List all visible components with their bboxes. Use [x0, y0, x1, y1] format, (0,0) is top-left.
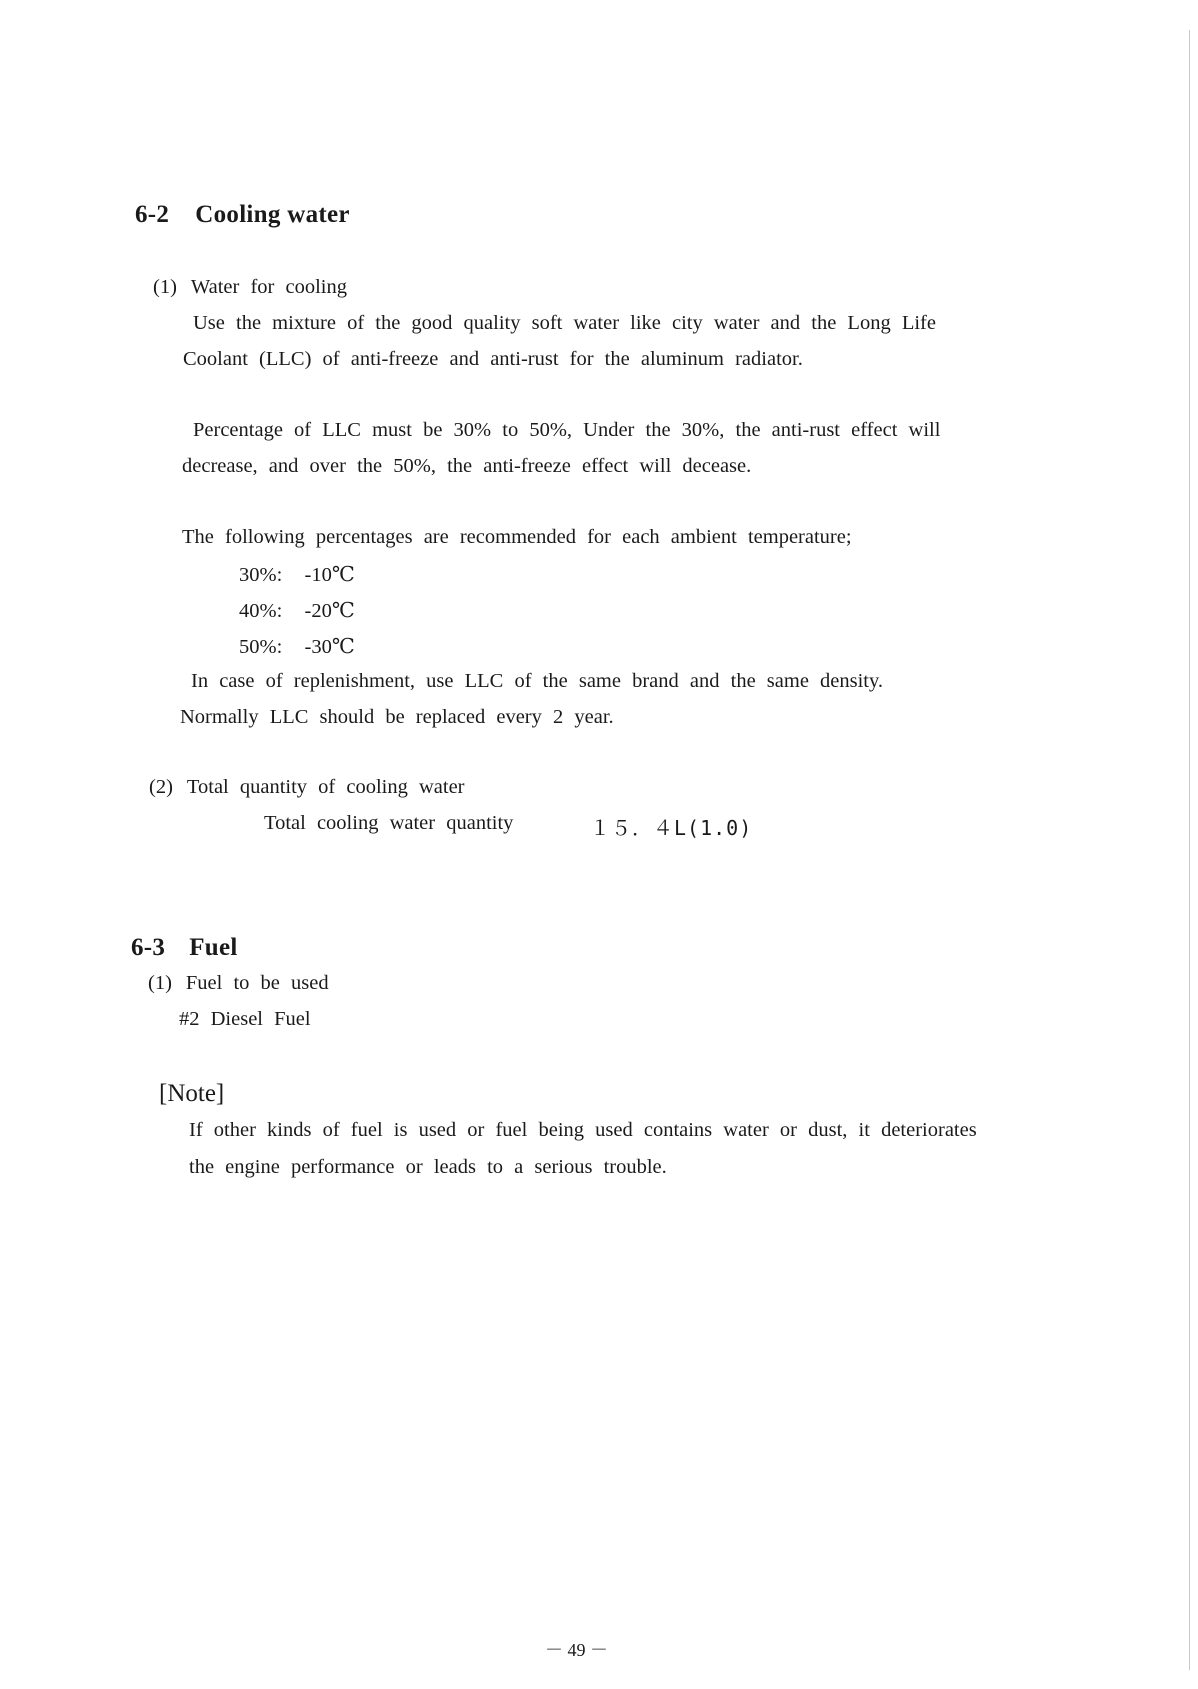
temp-value: -20℃ [304, 600, 355, 622]
section-6-3-heading [131, 934, 238, 962]
paragraph-line: In case of replenishment, use LLC of the same brand and the same density. [191, 670, 884, 692]
item-marker: (2) [149, 776, 173, 798]
section-number: 6-2 [135, 201, 170, 228]
paragraph-line: decrease, and over the 50%, the anti-freeze effect will decease. [182, 455, 752, 477]
item-heading-text: Total quantity of cooling water [186, 776, 465, 798]
note-line: If other kinds of fuel is used or fuel being used contains water or dust, it deteriorates [189, 1119, 977, 1141]
section-number: 6-3 [131, 934, 166, 961]
item-heading-text: Water for cooling [190, 276, 347, 298]
temp-value: -10℃ [304, 564, 355, 586]
temp-value: -30℃ [304, 636, 355, 658]
temp-percent: 40%: [239, 600, 283, 622]
note-line: the engine performance or leads to a serious trouble. [189, 1156, 667, 1178]
paragraph-line: Use the mixture of the good quality soft water like city water and the Long Life [193, 312, 936, 334]
temp-percent: 50%: [239, 636, 283, 658]
paragraph-line: Percentage of LLC must be 30% to 50%, Under the 30%, the anti-rust effect will [193, 419, 941, 441]
note-heading: [Note] [159, 1080, 225, 1107]
item-heading-text: Fuel to be used [185, 972, 329, 994]
temp-row [239, 562, 355, 587]
item-2-heading [149, 776, 465, 799]
item-marker: (1) [148, 972, 172, 994]
item-1-heading [153, 276, 347, 299]
section-title: Fuel [189, 934, 238, 961]
scan-edge-line [1189, 30, 1190, 1670]
paragraph-line: Normally LLC should be replaced every 2 year. [180, 706, 614, 728]
temp-row [239, 634, 355, 659]
fuel-item-heading [148, 972, 329, 995]
quantity-label: Total cooling water quantity [264, 812, 514, 834]
quantity-value: １５．４L(1.0) [590, 816, 753, 840]
page-number: － 49 － [545, 1640, 608, 1660]
temp-percent: 30%: [239, 564, 283, 586]
section-6-2-heading [135, 201, 350, 229]
fuel-type: #2 Diesel Fuel [179, 1008, 311, 1030]
item-marker: (1) [153, 276, 177, 298]
paragraph-line: The following percentages are recommended for each ambient temperature; [182, 526, 852, 548]
paragraph-line: Coolant (LLC) of anti-freeze and anti-rust for the aluminum radiator. [183, 348, 803, 370]
temp-row [239, 598, 355, 623]
section-title: Cooling water [195, 201, 350, 228]
